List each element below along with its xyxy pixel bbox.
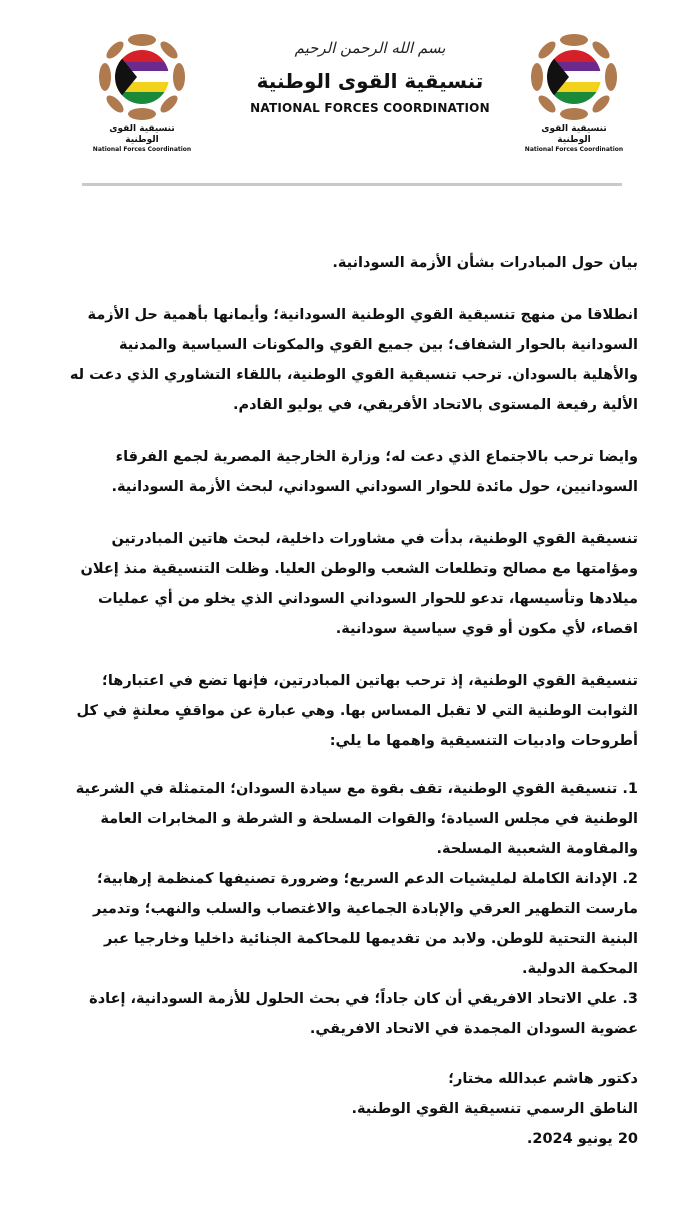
paragraph-2: وايضا ترحب بالاجتماع الذي دعت له؛ وزارة الخارجية المصرية لجمع الفرقاء السودانيين، حول مائدة للحوار السوداني السوداني، لبحث الأزمة السودانية. [111,449,638,495]
list-item: 2. الإدانة الكاملة لمليشيات الدعم السريع؛ وضرورة تصنيفها كمنظمة إرهابية؛مارست التطهير العرقي والإبادة الجماعية والاغتصاب والسلب والنهب؛ وتدمير البنية التحتية للوطن. ولابد من تقديمها للمحاكمة الجنائية داخليا وخارجيا عبر المحكمة الدولية. [92,871,638,977]
coordination-emblem-icon [97,32,187,122]
logo-label-en: National Forces Coordination [524,146,624,153]
signature-role: الناطق الرسمي تنسيقية القوي الوطنية. [351,1101,638,1117]
org-name-en: NATIONAL FORCES COORDINATION [250,101,490,115]
paragraph-1: انطلاقا من منهج تنسيقية القوي الوطنية السودانية؛ وأيمانها بأهمية حل الأزمة السودانية بالحوار الشفاف؛ بين جميع القوي والمكونات السياسية والمدنية والأهلية بالسودان. ترحب تنسيقية القوي الوطنية، باللقاء التشاوري الذي دعت له الألية رفيعة المستوى بالاتحاد الأفريقي، في يوليو القادم. [69,307,638,413]
signature-name: دكتور هاشم عبدالله مختار؛ [448,1071,638,1087]
statement-body [62,248,638,1154]
coordination-emblem-icon [529,32,619,122]
logo-right [524,32,624,154]
logo-label-ar: تنسيقية القوى الوطنية [109,124,175,145]
list-item: 3. علي الاتحاد الافريقي أن كان جاداً؛ في بحث الحلول للأزمة السودانية، إعادة عضوية السودان المجمدة في الاتحاد الافريقي. [89,991,638,1037]
logo-label-en: National Forces Coordination [92,146,192,153]
logo-left [92,32,192,154]
header-divider [82,183,622,186]
basmala: بسم الله الرحمن الرحيم [294,39,446,57]
list-item: 1. تنسيقية القوي الوطنية، تقف بقوة مع سيادة السودان؛ المتمثلة في الشرعية الوطنية في مجلس السيادة؛ والقوات المسلحة و الشرطة و المخابرات العامة والمقاومة الشعبية المسلحة. [75,781,638,857]
org-name-ar: تنسيقية القوى الوطنية [256,69,484,93]
paragraph-3: تنسيقية القوي الوطنية، بدأت في مشاورات داخلية، لبحث هاتين المبادرتين ومؤامتها مع مصالح وتطلعات الشعب والوطن العليا. وظلت التنسيقية منذ إعلان ميلادها وتأسيسها، تدعو للحوار السوداني السوداني الذي يخلو من أي عمليات اقصاء، لأي مكون أو قوي سياسية سودانية. [80,531,638,637]
paragraph-4: تنسيقية القوي الوطنية، إذ ترحب بهاتين المبادرتين، فإنها تضع في اعتبارها؛ الثوابت الوطنية التي لا تقبل المساس بها. وهي عبارة عن مواقفٍ معلنةٍ في كل أطروحات وادبيات التنسيقية واهمها ما يلي: [76,673,638,749]
statement-title: بيان حول المبادرات بشأن الأزمة السودانية. [332,255,638,271]
letterhead [240,38,500,116]
signature-date: 20 يونيو 2024. [526,1131,638,1147]
logo-label-ar: تنسيقية القوى الوطنية [541,124,607,145]
